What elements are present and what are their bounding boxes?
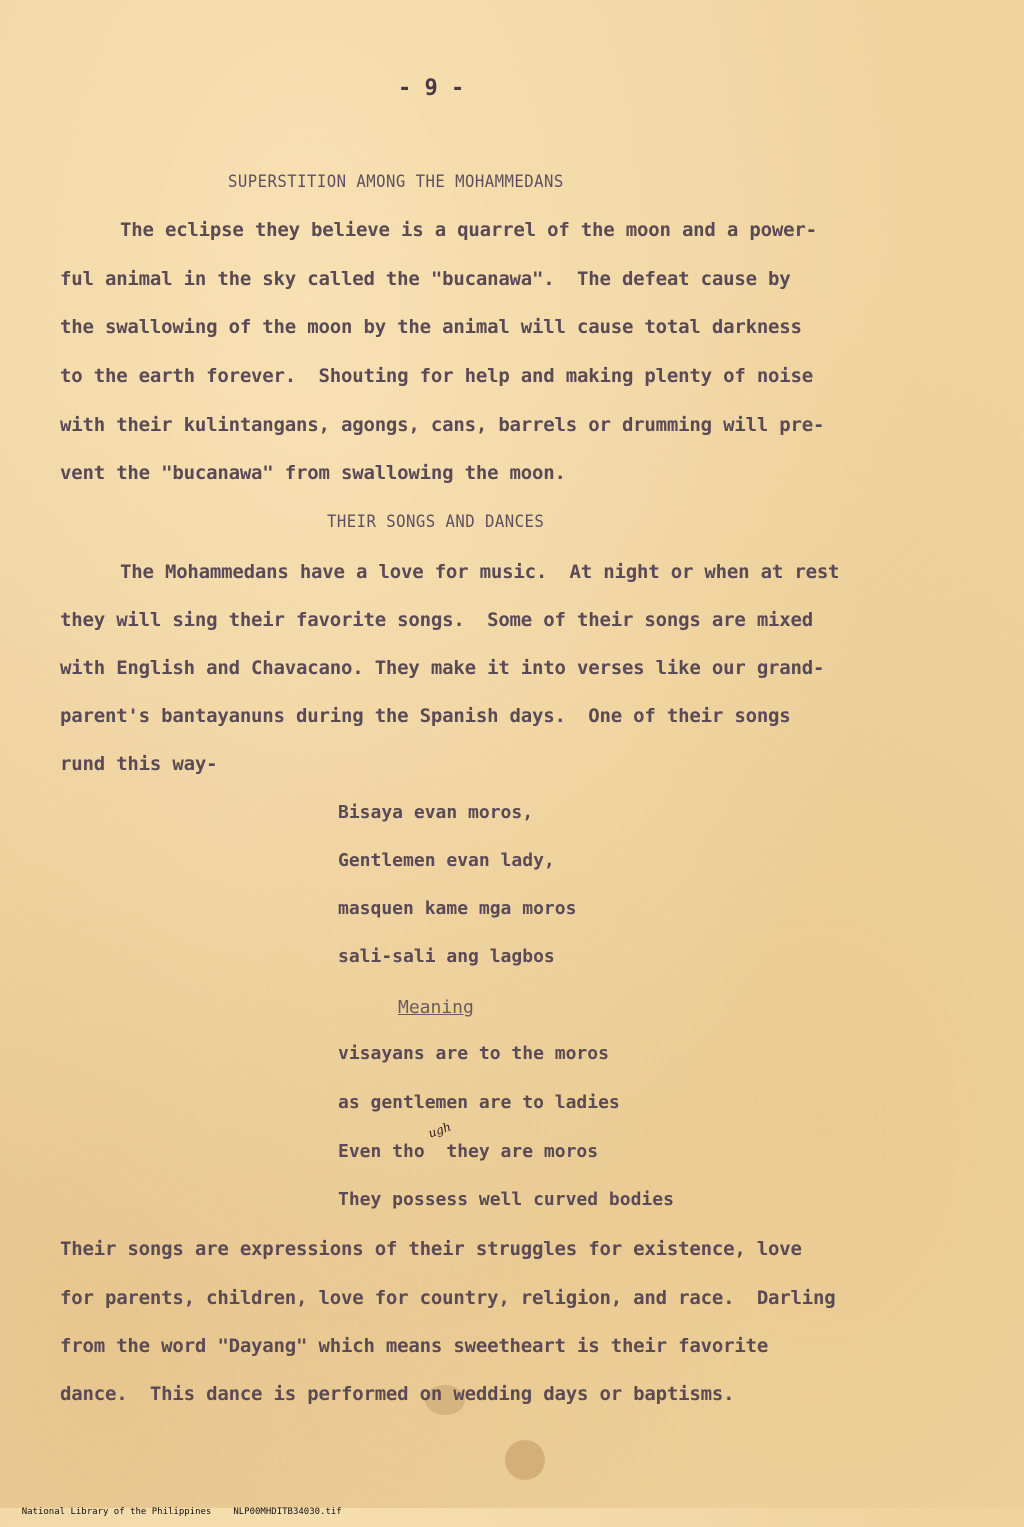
paragraph-line: The Mohammedans have a love for music. At night or when at rest	[120, 561, 840, 583]
paragraph-line: they will sing their favorite songs. Some of their songs are mixed	[60, 609, 814, 631]
paper-stain	[505, 1440, 545, 1480]
paragraph-line: ful animal in the sky called the "bucanawa". The defeat cause by	[60, 268, 791, 290]
meaning-line: They possess well curved bodies	[338, 1189, 674, 1210]
poem-line: masquen kame mga moros	[338, 898, 577, 919]
handwritten-annotation: ugh	[426, 1119, 453, 1141]
meaning-heading: Meaning	[398, 997, 474, 1018]
paragraph-line: dance. This dance is performed on wedding days or baptisms.	[60, 1383, 735, 1405]
scan-footer	[0, 1497, 364, 1527]
meaning-line: Even tho they are moros	[338, 1141, 599, 1162]
paragraph-line: from the word "Dayang" which means sweetheart is their favorite	[60, 1335, 769, 1357]
paragraph-line: with their kulintangans, agongs, cans, barrels or drumming will pre-	[60, 414, 825, 436]
poem-line: Bisaya evan moros,	[338, 802, 534, 823]
paragraph-line: The eclipse they believe is a quarrel of the moon and a power-	[120, 219, 817, 241]
poem-line: Gentlemen evan lady,	[338, 850, 555, 871]
footer-filename: NLP00MHDITB34030.tif	[233, 1507, 342, 1517]
paragraph-line: the swallowing of the moon by the animal will cause total darkness	[60, 316, 802, 338]
meaning-line: visayans are to the moros	[338, 1043, 609, 1064]
footer-institution: National Library of the Philippines	[21, 1507, 212, 1517]
paragraph-line: rund this way-	[60, 753, 218, 775]
paragraph-line: Their songs are expressions of their struggles for existence, love	[60, 1238, 802, 1260]
section-heading-superstition: SUPERSTITION AMONG THE MOHAMMEDANS	[228, 172, 564, 192]
paragraph-line: with English and Chavacano. They make it into verses like our grand-	[60, 657, 825, 679]
section-heading-songs-dances: THEIR SONGS AND DANCES	[327, 512, 545, 532]
poem-line: sali-sali ang lagbos	[338, 946, 555, 967]
paragraph-line: parent's bantayanuns during the Spanish days. One of their songs	[60, 705, 791, 727]
paragraph-line: vent the "bucanawa" from swallowing the moon.	[60, 462, 566, 484]
page-number: - 9 -	[398, 76, 465, 101]
meaning-line: as gentlemen are to ladies	[338, 1092, 620, 1113]
paragraph-line: to the earth forever. Shouting for help and making plenty of noise	[60, 365, 814, 387]
paragraph-line: for parents, children, love for country, religion, and race. Darling	[60, 1287, 836, 1309]
